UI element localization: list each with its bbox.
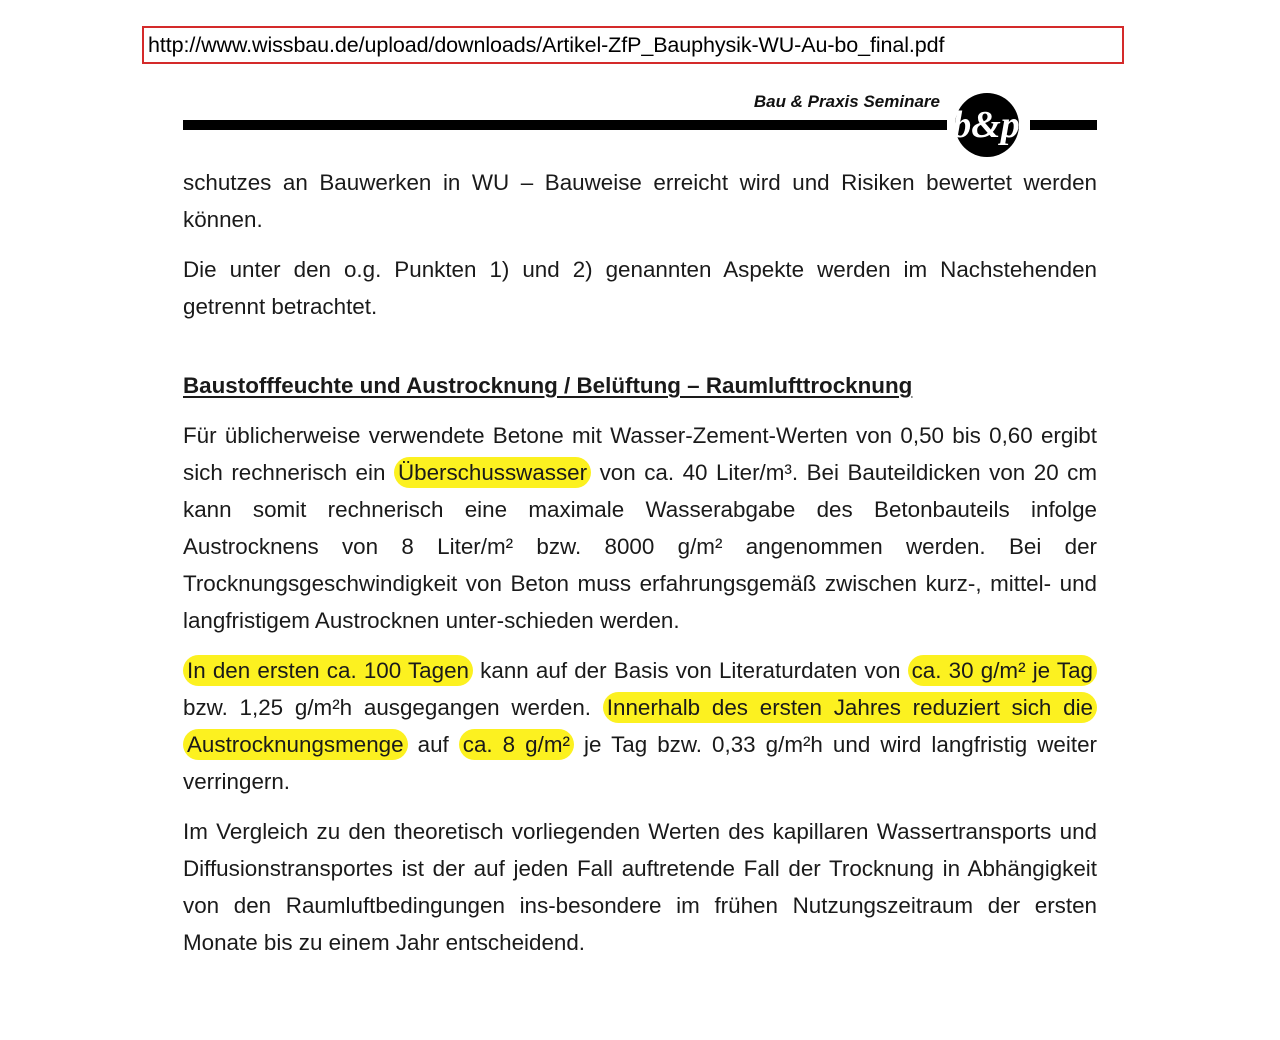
highlight-first-100-days: In den ersten ca. 100 Tagen — [183, 655, 473, 686]
bp-logo-icon — [952, 92, 1022, 158]
paragraph-aspects: Die unter den o.g. Punkten 1) und 2) genannten Aspekte werden im Nachstehenden getrennt betrachtet. — [183, 257, 1097, 319]
paragraph-comparison: Im Vergleich zu den theoretisch vorliegenden Werten des kapillaren Wassertransports und Diffusionstransportes ist der auf jeden Fall auftretende Fall der Trocknung in Abhängigkeit von den Raumluftbedingungen ins-besondere im frühen Nutzungszeitraum der ersten Monate bis zu einem Jahr entscheidend. — [183, 819, 1097, 955]
document-header — [183, 86, 1097, 166]
paragraph-drying-rates — [183, 652, 1097, 800]
text-span: von ca. 40 Liter/m³. Bei Bauteildicken von 20 cm kann somit rechnerisch eine maximale Wasserabgabe des Betonbauteils infolge Austrocknens von 8 Liter/m² bzw. 8000 g/m² angenommen werden. Bei der Trocknungsgeschwindigkeit von Beton muss erfahrungsgemäß zwischen kurz-, mittel- und langfristigem Austrocknen unter-schieden werden. — [183, 460, 1097, 633]
paragraph-excess-water — [183, 417, 1097, 639]
highlight-first-year: Innerhalb des ersten Jahres reduziert sich die Austrocknungsmenge — [183, 692, 1097, 760]
header-rule-left — [183, 120, 947, 130]
paragraph-intro-cont: schutzes an Bauwerken in WU – Bauweise erreicht wird und Risiken bewertet werden können. — [183, 170, 1097, 232]
section-heading: Baustofffeuchte und Austrocknung / Belüftung – Raumlufttrocknung — [183, 373, 913, 398]
document-body — [183, 164, 1097, 974]
highlight-excess-water: Überschusswasser — [394, 457, 591, 488]
header-rule-right — [1030, 120, 1097, 130]
text-span: kann auf der Basis von Literaturdaten von — [473, 658, 908, 683]
text-span: auf — [407, 732, 459, 757]
source-url[interactable]: http://www.wissbau.de/upload/downloads/Artikel-ZfP_Bauphysik-WU-Au-bo_final.pdf — [142, 26, 1124, 64]
highlight-30-g-per-day: ca. 30 g/m² je Tag — [908, 655, 1097, 686]
text-span: bzw. 1,25 g/m²h ausgegangen werden. — [183, 695, 603, 720]
text-span: Für üblicherweise verwendete Betone mit Wasser-Zement-Werten von 0,50 bis 0,60 ergibt sich rechnerisch ein — [183, 423, 1097, 485]
text-span: je Tag bzw. 0,33 g/m²h und wird langfristig weiter verringern. — [183, 732, 1097, 794]
logo-text: b&p — [952, 104, 1020, 146]
header-title: Bau & Praxis Seminare — [753, 92, 940, 111]
highlight-8-g: ca. 8 g/m² — [459, 729, 574, 760]
